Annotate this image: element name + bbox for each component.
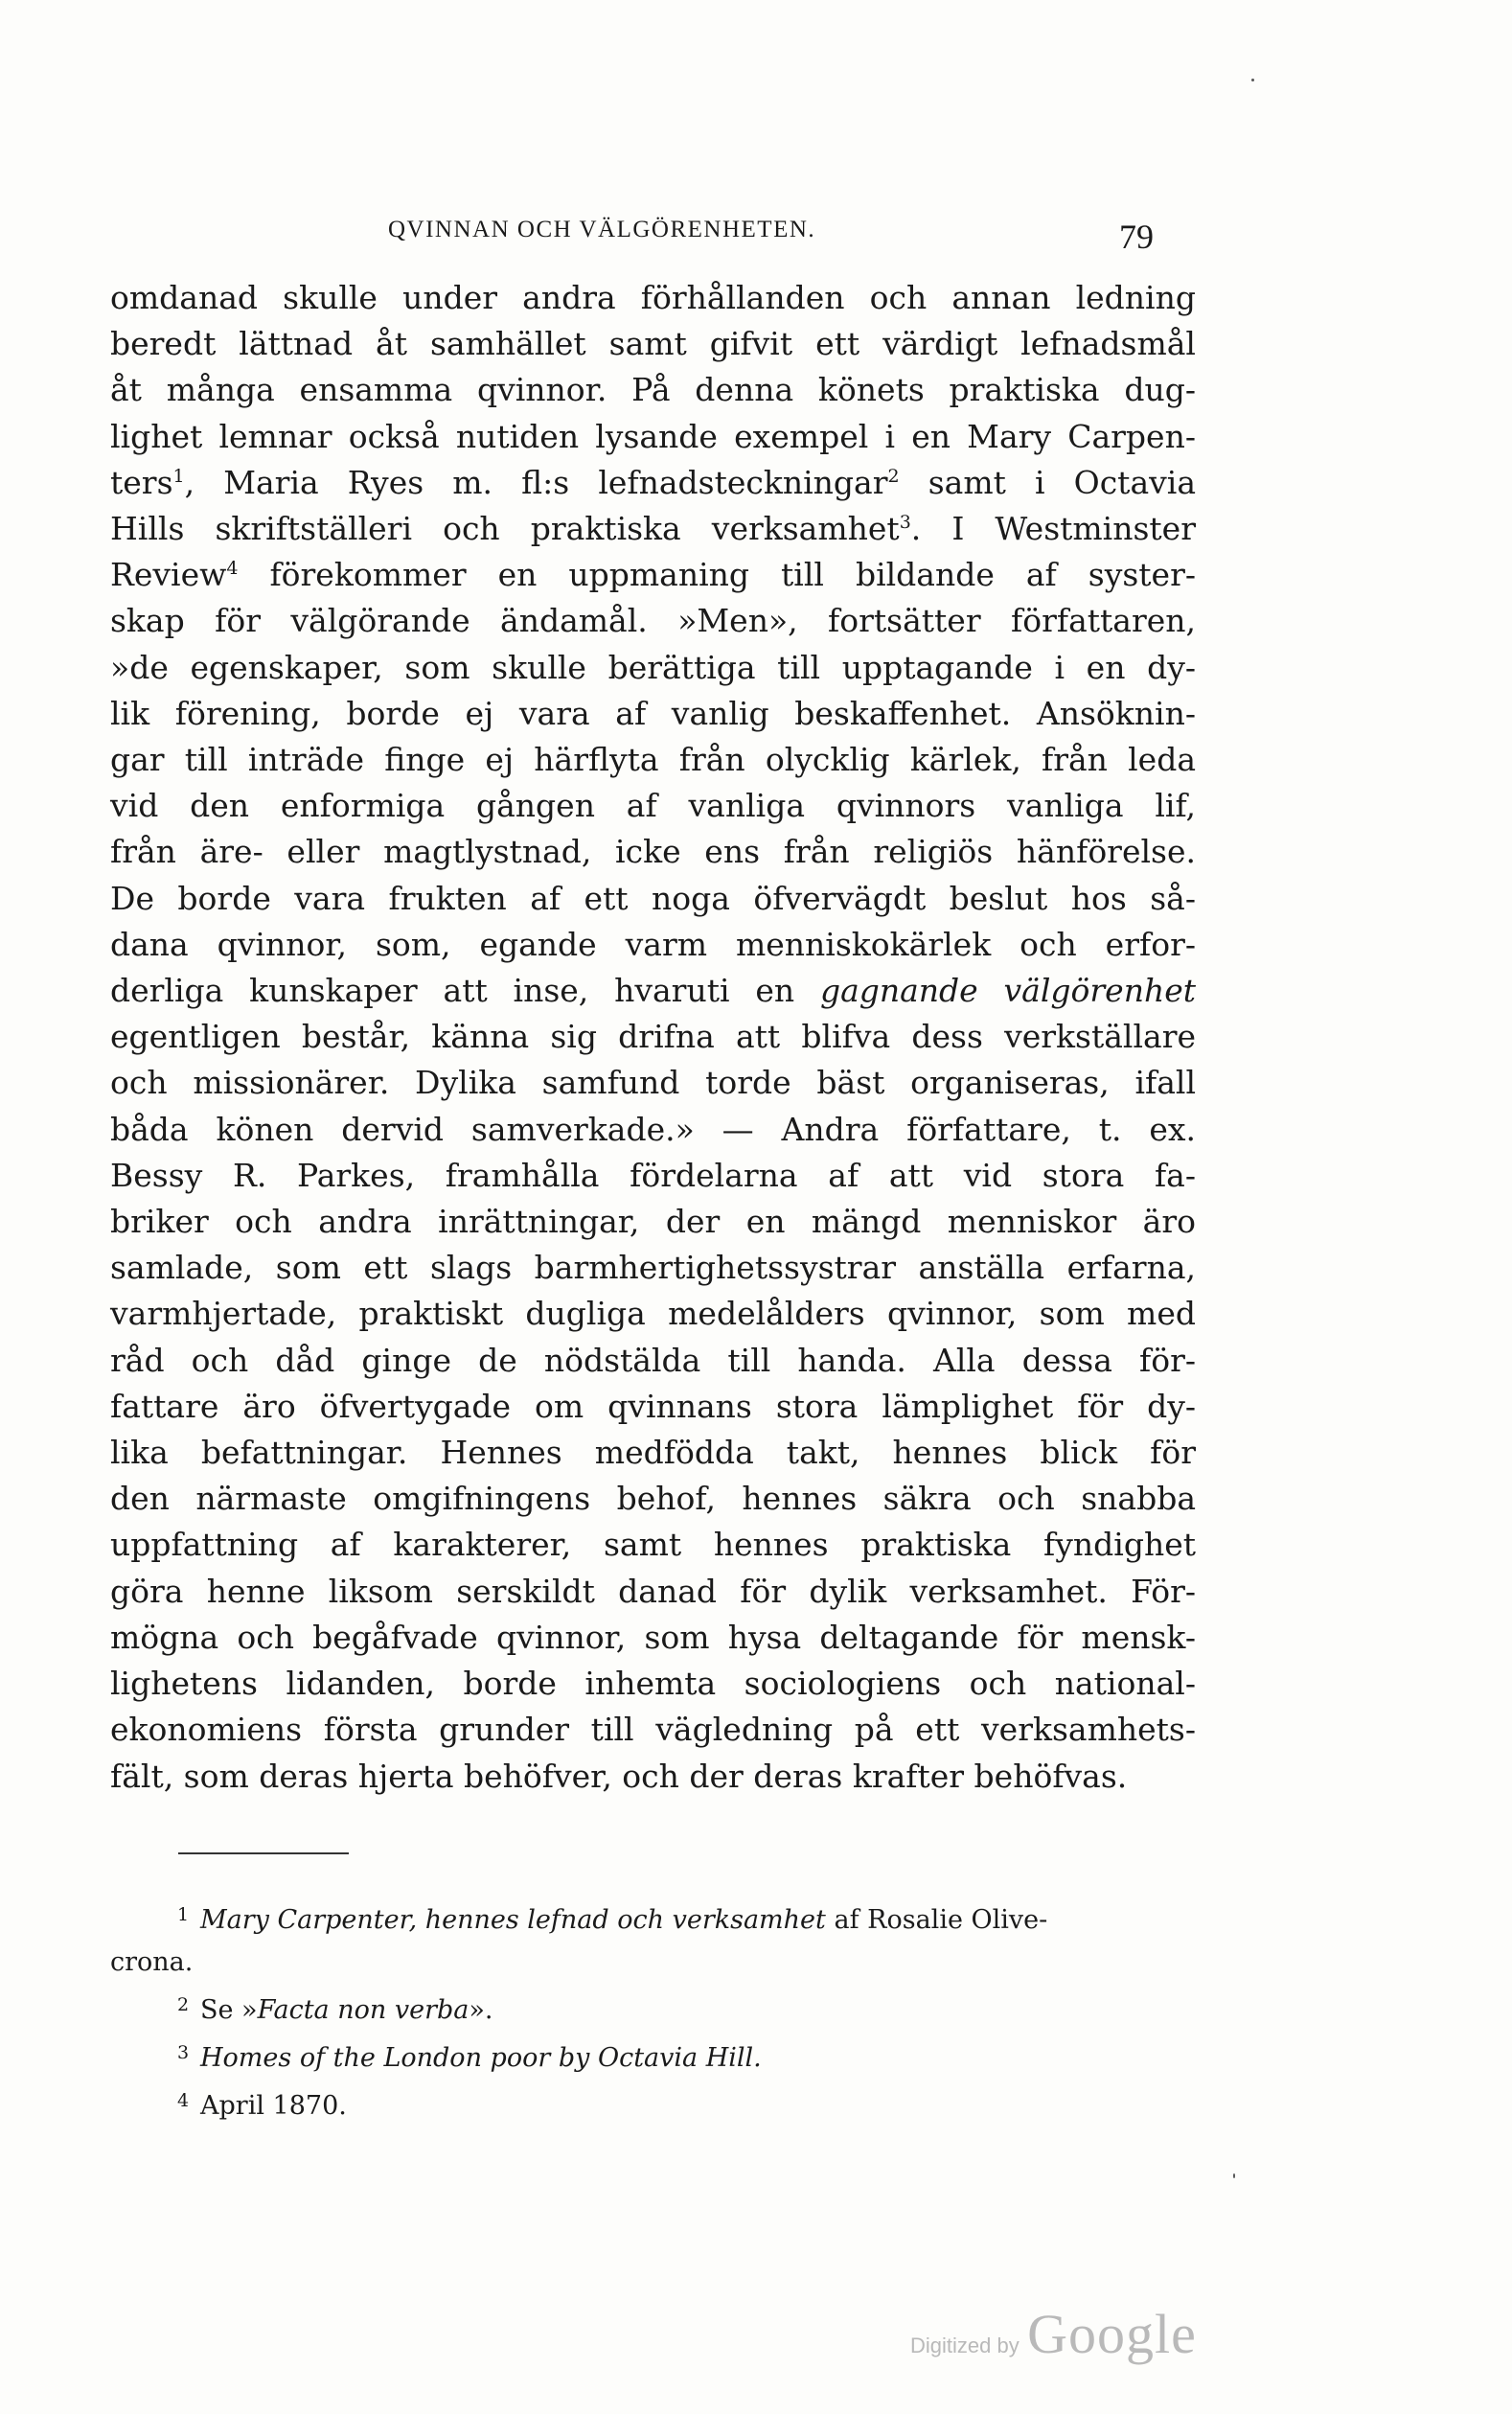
text-run: den närmaste omgifningens behof, hennes säkra och snabba <box>110 1480 1196 1518</box>
text-line <box>110 645 1196 691</box>
text-run: göra henne liksom serskildt danad för dylik verksamhet. För- <box>110 1572 1196 1610</box>
italic-text: Homes of the London poor by Octavia Hill. <box>200 2043 762 2073</box>
footnote <box>110 1942 1196 1984</box>
footnote-reference: 1 <box>172 465 185 487</box>
text-run: uppfattning af karakterer, samt hennes praktiska fyndighet <box>110 1526 1196 1564</box>
text-line <box>110 552 1196 598</box>
running-head: QVINNAN OCH VÄLGÖRENHETEN. <box>388 217 816 242</box>
text-run: April 1870. <box>200 2091 347 2121</box>
text-run: egentligen består, känna sig drifna att blifva dess verkställare <box>110 1018 1196 1056</box>
footnote <box>110 1894 1196 1942</box>
footnote-mark: 3 <box>177 2042 190 2063</box>
italic-text: gagnande välgörenhet <box>819 972 1196 1010</box>
text-line <box>110 1615 1196 1661</box>
body-text <box>110 275 1196 1800</box>
text-line <box>110 321 1196 367</box>
footnote-mark: 4 <box>177 2090 190 2111</box>
text-run: derliga kunskaper att inse, hvaruti en <box>110 972 820 1010</box>
text-run: lika befattningar. Hennes medfödda takt, hennes blick för <box>110 1434 1196 1472</box>
watermark-prefix: Digitized by <box>910 2334 1019 2357</box>
text-run: samlade, som ett slags barmhertighetssystrar anställa erfarna, <box>110 1249 1196 1287</box>
text-line <box>110 1153 1196 1199</box>
text-run: . I Westminster <box>910 510 1196 548</box>
text-run: båda könen dervid samverkade.» — Andra författare, t. ex. <box>110 1110 1196 1148</box>
text-run: , Maria Ryes m. fl:s lefnadsteckningar <box>184 463 888 501</box>
text-line <box>110 367 1196 413</box>
text-run: fält, som deras hjerta behöfver, och der deras krafter behöfvas. <box>110 1757 1128 1795</box>
footnote-rule <box>178 1852 349 1854</box>
scan-speck <box>1233 2173 1235 2178</box>
text-line <box>110 1476 1196 1522</box>
text-line <box>110 1291 1196 1337</box>
text-line <box>110 1569 1196 1615</box>
footnote <box>110 1984 1196 2032</box>
footnote <box>110 2032 1196 2080</box>
text-line <box>110 506 1196 552</box>
text-run: »de egenskaper, som skulle berättiga till upptagande i en dy- <box>110 648 1196 686</box>
text-run: af Rosalie Olive- <box>825 1905 1048 1935</box>
text-run: Se » <box>200 1995 258 2025</box>
text-line <box>110 1661 1196 1707</box>
text-line <box>110 1430 1196 1476</box>
text-run: åt många ensamma qvinnor. På denna könets praktiska dug- <box>110 371 1196 409</box>
text-run: crona. <box>110 1947 194 1977</box>
text-run: briker och andra inrättningar, der en mängd menniskor äro <box>110 1203 1196 1241</box>
footnote-reference: 3 <box>899 512 911 534</box>
text-run: från äre- eller magtlystnad, icke ens från religiös hänförelse. <box>110 833 1196 871</box>
text-run: Hills skriftställeri och praktiska verksamhet <box>110 510 900 548</box>
text-line <box>110 1338 1196 1384</box>
text-run: ters <box>110 463 173 501</box>
text-line <box>110 1060 1196 1106</box>
text-line <box>110 691 1196 737</box>
text-line <box>110 1199 1196 1245</box>
text-line <box>110 460 1196 506</box>
text-line <box>110 737 1196 783</box>
text-run: dana qvinnor, som, egande varm menniskokärlek och erfor- <box>110 925 1196 963</box>
footnote-mark: 1 <box>177 1904 190 1925</box>
text-run: lik förening, borde ej vara af vanlig beskaffenhet. Ansöknin- <box>110 694 1196 732</box>
text-line <box>110 275 1196 321</box>
text-run: omdanad skulle under andra förhållanden och annan ledning <box>110 279 1196 316</box>
text-line <box>110 1014 1196 1060</box>
text-run: och missionärer. Dylika samfund torde bäst organiseras, ifall <box>110 1064 1196 1102</box>
text-line <box>110 783 1196 829</box>
text-line <box>110 1707 1196 1753</box>
text-line <box>110 876 1196 922</box>
text-line <box>110 1245 1196 1291</box>
footnote-mark: 2 <box>177 1994 190 2015</box>
text-run: lighet lemnar också nutiden lysande exempel i en Mary Carpen- <box>110 417 1196 455</box>
text-run: Bessy R. Parkes, framhålla fördelarna af att vid stora fa- <box>110 1156 1196 1194</box>
scan-speck <box>1251 79 1254 81</box>
italic-text: Mary Carpenter, hennes lefnad och verksamhet <box>200 1905 826 1935</box>
text-run: råd och dåd ginge de nödstälda till handa. Alla dessa för- <box>110 1341 1196 1379</box>
italic-text: Facta non verba <box>257 1995 470 2025</box>
text-run: ». <box>469 1995 493 2025</box>
text-line <box>110 1384 1196 1430</box>
text-run: beredt lättnad åt samhället samt gifvit ett värdigt lefnadsmål <box>110 325 1196 363</box>
text-run: gar till inträde finge ej härflyta från olycklig kärlek, från leda <box>110 741 1196 779</box>
text-line <box>110 1107 1196 1153</box>
footnotes <box>110 1894 1196 2127</box>
footnote-reference: 2 <box>887 465 900 487</box>
text-run: ekonomiens första grunder till vägledning på ett verksamhets- <box>110 1711 1196 1749</box>
text-run: skap för välgörande ändamål. »Men», fortsätter författaren, <box>110 602 1196 640</box>
watermark-brand: Google <box>1027 2303 1197 2365</box>
text-line <box>110 598 1196 644</box>
page-number: 79 <box>1119 218 1154 256</box>
text-line <box>110 922 1196 968</box>
text-run: Review <box>110 556 227 594</box>
text-line <box>110 1522 1196 1568</box>
text-line <box>110 414 1196 460</box>
text-run: förekommer en uppmaning till bildande af syster- <box>238 556 1196 594</box>
text-run: De borde vara frukten af ett noga öfvervägdt beslut hos så- <box>110 879 1196 917</box>
text-run: vid den enformiga gången af vanliga qvinnors vanliga lif, <box>110 787 1196 825</box>
text-run: fattare äro öfvertygade om qvinnans stora lämplighet för dy- <box>110 1387 1196 1425</box>
text-line <box>110 968 1196 1014</box>
digitized-watermark <box>910 2302 1197 2366</box>
text-run: samt i Octavia <box>899 463 1196 501</box>
text-run: lighetens lidanden, borde inhemta sociologiens och national- <box>110 1665 1196 1703</box>
text-run: varmhjertade, praktiskt dugliga medelålders qvinnor, som med <box>110 1295 1196 1333</box>
text-line <box>110 1754 1196 1800</box>
footnote <box>110 2080 1196 2127</box>
text-line <box>110 829 1196 875</box>
text-run: mögna och begåfvade qvinnor, som hysa deltagande för mensk- <box>110 1618 1196 1656</box>
footnote-reference: 4 <box>226 558 239 580</box>
